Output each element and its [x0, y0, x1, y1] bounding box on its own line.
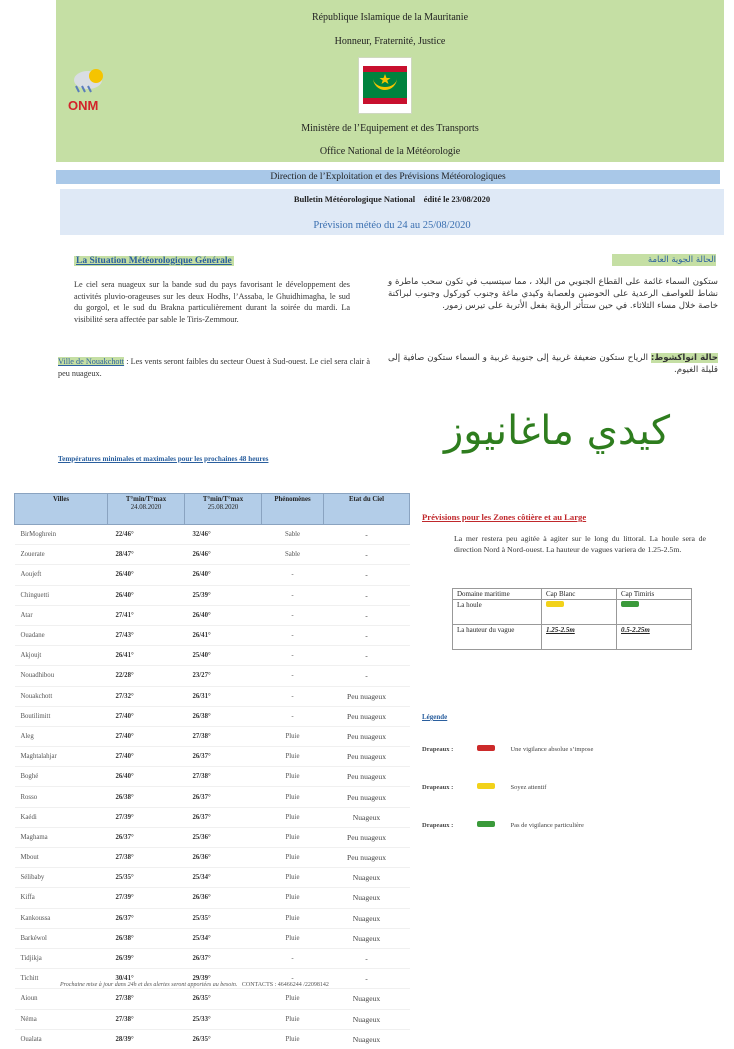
temp-day2-cell: 25/39°: [185, 585, 262, 605]
temp-day2-cell: 29/39°: [185, 969, 262, 989]
temp-day1-cell: 26/37°: [108, 908, 185, 928]
captimiris-flag-cell: [617, 600, 692, 625]
temp-day1-cell: 26/37°: [108, 827, 185, 847]
temp-day1-cell: 26/39°: [108, 948, 185, 968]
table-row: [15, 928, 410, 948]
coastal-table: [452, 588, 692, 650]
phenomena-cell: -: [262, 646, 324, 666]
temp-day2-cell: 25/35°: [185, 908, 262, 928]
national-motto: Honneur, Fraternité, Justice: [334, 36, 446, 47]
legend-title: Légende: [422, 713, 448, 721]
phenomena-cell: -: [262, 605, 324, 625]
phenomena-cell: -: [262, 585, 324, 605]
phenomena-cell: -: [262, 625, 324, 645]
watermark-overlay: كيدي ماغانيوز: [443, 408, 671, 454]
temp-day1-cell: 26/38°: [108, 787, 185, 807]
sky-cell: -: [324, 969, 410, 989]
red-flag-icon: [477, 745, 495, 751]
bulletin-band: [60, 189, 724, 235]
sky-cell: Peu nuageux: [324, 706, 410, 726]
temp-day2-cell: 25/34°: [185, 868, 262, 888]
col-header-etat-ciel: Etat du Ciel: [324, 494, 410, 525]
sky-cell: Nuageux: [324, 868, 410, 888]
city-cell: Boghé: [15, 767, 108, 787]
temp-day1-cell: 27/43°: [108, 625, 185, 645]
temp-day2-cell: 26/41°: [185, 625, 262, 645]
col-header-day2: T°min/T°max 25.08.2020: [185, 494, 262, 525]
table-row: [15, 868, 410, 888]
temp-day2-cell: 25/34°: [185, 928, 262, 948]
sky-cell: -: [324, 525, 410, 545]
city-cell: Maghtalahjar: [15, 747, 108, 767]
phenomena-cell: -: [262, 948, 324, 968]
capblanc-wave-height: 1.25-2.5m: [542, 625, 617, 650]
temp-day2-cell: 26/36°: [185, 888, 262, 908]
table-row: [15, 565, 410, 585]
city-cell: Aoujeft: [15, 565, 108, 585]
temp-day2-cell: 26/40°: [185, 605, 262, 625]
phenomena-cell: Pluie: [262, 908, 324, 928]
city-cell: Chinguetti: [15, 585, 108, 605]
phenomena-cell: Pluie: [262, 787, 324, 807]
table-row: [15, 585, 410, 605]
bulletin-label: Bulletin Météorologique National: [293, 194, 416, 204]
table-row: [15, 989, 410, 1009]
table-row: [15, 1029, 410, 1049]
green-flag-icon: [477, 821, 495, 827]
phenomena-cell: -: [262, 565, 324, 585]
city-cell: Nouadhibou: [15, 666, 108, 686]
city-cell: Nouakchott: [15, 686, 108, 706]
table-row: [15, 1009, 410, 1029]
coastal-col-capblanc: Cap Blanc: [542, 589, 617, 600]
temp-day1-cell: 22/46°: [108, 525, 185, 545]
phenomena-cell: Sable: [262, 525, 324, 545]
col-header-day1: T°min/T°max 24.08.2020: [108, 494, 185, 525]
temp-day2-cell: 23/27°: [185, 666, 262, 686]
sky-cell: Nuageux: [324, 1009, 410, 1029]
sky-cell: -: [324, 585, 410, 605]
table-row: [15, 948, 410, 968]
temp-day1-cell: 27/40°: [108, 747, 185, 767]
arabic-situation-title: الحالة الجوية العامة: [612, 254, 716, 266]
table-row: [15, 827, 410, 847]
temp-day1-cell: 25/35°: [108, 868, 185, 888]
sky-cell: Peu nuageux: [324, 787, 410, 807]
temp-day1-cell: 26/40°: [108, 585, 185, 605]
legend-item-yellow: Drapeaux : Soyez attentif: [422, 784, 547, 791]
temp-day1-cell: 27/38°: [108, 1009, 185, 1029]
table-row: [15, 726, 410, 746]
city-cell: BirMoghrein: [15, 525, 108, 545]
mauritania-emblem: [358, 57, 412, 114]
svg-text:ONM: ONM: [68, 98, 99, 113]
city-cell: Boutilimitt: [15, 706, 108, 726]
city-cell: Aleg: [15, 726, 108, 746]
phenomena-cell: Pluie: [262, 848, 324, 868]
temp-day1-cell: 27/39°: [108, 807, 185, 827]
table-row: [15, 747, 410, 767]
table-row: [15, 545, 410, 565]
onm-logo: [66, 66, 118, 114]
forecast-period: Prévision météo du 24 au 25/08/2020: [313, 220, 471, 231]
phenomena-cell: Pluie: [262, 928, 324, 948]
table-row: [15, 646, 410, 666]
city-cell: Oualata: [15, 1029, 108, 1049]
temp-day1-cell: 27/40°: [108, 726, 185, 746]
sky-cell: -: [324, 948, 410, 968]
temp-day2-cell: 27/38°: [185, 767, 262, 787]
city-cell: Néma: [15, 1009, 108, 1029]
table-row: [15, 525, 410, 545]
temp-day1-cell: 26/40°: [108, 767, 185, 787]
phenomena-cell: Pluie: [262, 1009, 324, 1029]
sky-cell: Peu nuageux: [324, 827, 410, 847]
city-cell: Aioun: [15, 989, 108, 1009]
phenomena-cell: Pluie: [262, 807, 324, 827]
green-flag-icon: [621, 601, 639, 607]
phenomena-cell: Pluie: [262, 726, 324, 746]
temp-day1-cell: 26/40°: [108, 565, 185, 585]
temp-day2-cell: 26/35°: [185, 1029, 262, 1049]
temp-day2-cell: 26/36°: [185, 848, 262, 868]
sky-cell: Peu nuageux: [324, 686, 410, 706]
phenomena-cell: -: [262, 969, 324, 989]
footer-note: Prochaine mise à jour dans 24h et des alertes seront apportées au besoin.: [60, 982, 238, 988]
phenomena-cell: Pluie: [262, 989, 324, 1009]
phenomena-cell: -: [262, 686, 324, 706]
nouakchott-label: Ville de Nouakchott: [58, 357, 125, 366]
yellow-flag-icon: [546, 601, 564, 607]
direction-band: Direction de l’Exploitation et des Prévisions Météorologiques: [56, 170, 720, 184]
table-row: [15, 686, 410, 706]
sky-cell: Nuageux: [324, 908, 410, 928]
city-cell: Tichitt: [15, 969, 108, 989]
temperature-table: [14, 493, 410, 1049]
coastal-col-domain: Domaine maritime: [453, 589, 542, 600]
table-row: [15, 908, 410, 928]
ministry-name: Ministère de l’Equipement et des Transports: [301, 123, 479, 134]
sky-cell: Peu nuageux: [324, 747, 410, 767]
city-cell: Barkéwol: [15, 928, 108, 948]
sky-cell: -: [324, 565, 410, 585]
legend-item-green: Drapeaux : Pas de vigilance particulière: [422, 822, 584, 829]
phenomena-cell: Pluie: [262, 1029, 324, 1049]
table-row: [15, 706, 410, 726]
bulletin-date: édité le 23/08/2020: [423, 194, 491, 204]
temp-day1-cell: 28/39°: [108, 1029, 185, 1049]
legend-item-red: Drapeaux : Une vigilance absolue s’impose: [422, 746, 594, 753]
city-cell: Atar: [15, 605, 108, 625]
phenomena-cell: Pluie: [262, 827, 324, 847]
sky-cell: Peu nuageux: [324, 726, 410, 746]
sky-cell: -: [324, 625, 410, 645]
arabic-nouakchott-label: حالة انواكشوط:: [650, 353, 718, 363]
col-header-villes: Villes: [15, 494, 108, 525]
city-cell: Ouadane: [15, 625, 108, 645]
city-cell: Mbout: [15, 848, 108, 868]
sky-cell: Peu nuageux: [324, 767, 410, 787]
city-cell: Sélibaby: [15, 868, 108, 888]
yellow-flag-icon: [477, 783, 495, 789]
temp-day1-cell: 26/41°: [108, 646, 185, 666]
temp-day1-cell: 27/40°: [108, 706, 185, 726]
city-cell: Rosso: [15, 787, 108, 807]
temp-day1-cell: 22/28°: [108, 666, 185, 686]
sky-cell: Peu nuageux: [324, 848, 410, 868]
temp-day2-cell: 26/40°: [185, 565, 262, 585]
table-row: [15, 767, 410, 787]
table-row: [15, 888, 410, 908]
temp-day2-cell: 26/35°: [185, 989, 262, 1009]
temp-day1-cell: 28/47°: [108, 545, 185, 565]
sky-cell: -: [324, 646, 410, 666]
phenomena-cell: -: [262, 666, 324, 686]
temp-day1-cell: 27/39°: [108, 888, 185, 908]
phenomena-cell: Pluie: [262, 767, 324, 787]
sky-cell: Nuageux: [324, 928, 410, 948]
temp-day2-cell: 26/37°: [185, 948, 262, 968]
capblanc-flag-cell: [542, 600, 617, 625]
temp-day2-cell: 26/31°: [185, 686, 262, 706]
temp-day2-cell: 26/37°: [185, 807, 262, 827]
arabic-situation-text: ستكون السماء غائمة على القطاع الجنوبي من البلاد ، مما سيتسبب في تكون سحب ماطرة و نشاط للعواصف الرعدية على الحوضين ولعصابة وكيدي ماغة وجنوب كوركول وجنوب لبراكنة خاصة خلال مساء الثلاثاء. في حين ستتأثر الرؤية بفعل الأتربة على تيرس زمور.: [388, 277, 718, 311]
sky-cell: -: [324, 605, 410, 625]
country-name: République Islamique de la Mauritanie: [311, 12, 469, 23]
city-cell: Maghama: [15, 827, 108, 847]
nouakchott-text: : Les vents seront faibles du secteur Ouest à Sud-ouest. Le ciel sera clair à peu nuageux.: [58, 357, 370, 378]
coastal-col-captimiris: Cap Timiris: [617, 589, 692, 600]
city-cell: Tidjikja: [15, 948, 108, 968]
office-name: Office National de la Météorologie: [319, 146, 461, 157]
table-row: [15, 848, 410, 868]
phenomena-cell: Pluie: [262, 868, 324, 888]
sky-cell: Nuageux: [324, 807, 410, 827]
phenomena-cell: Sable: [262, 545, 324, 565]
coastal-row-hauteur: La hauteur du vague: [453, 625, 542, 650]
temp-day2-cell: 25/40°: [185, 646, 262, 666]
sky-cell: -: [324, 545, 410, 565]
city-cell: Zouerate: [15, 545, 108, 565]
temp-day1-cell: 27/41°: [108, 605, 185, 625]
footer: [60, 982, 329, 988]
city-cell: Kiffa: [15, 888, 108, 908]
temp-day2-cell: 26/37°: [185, 787, 262, 807]
table-row: [15, 625, 410, 645]
situation-title: La Situation Météorologique Générale: [76, 256, 232, 266]
phenomena-cell: Pluie: [262, 888, 324, 908]
temp-day1-cell: 27/38°: [108, 989, 185, 1009]
coastal-title: Prévisions pour les Zones côtière et au Large: [422, 512, 587, 522]
temp-day2-cell: 25/36°: [185, 827, 262, 847]
temp-day1-cell: 30/41°: [108, 969, 185, 989]
sky-cell: Nuageux: [324, 989, 410, 1009]
temperatures-title: Températures minimales et maximales pour les prochaines 48 heures: [58, 455, 269, 463]
arabic-nouakchott: [388, 352, 718, 376]
situation-text: Le ciel sera nuageux sur la bande sud du pays favorisant le développement des activités pluvio-orageuses sur les deux Hodhs, l’Assaba, le Ghuidhimagha, le sud du gorgol, et le sud du Brakna particulièrement durant la soirée du mardi. La visibilité sera affectée par sable le Tiris-Zemmour.: [74, 280, 350, 324]
temp-day1-cell: 26/38°: [108, 928, 185, 948]
temp-day2-cell: 27/38°: [185, 726, 262, 746]
nouakchott-forecast: [58, 356, 370, 379]
sky-cell: Nuageux: [324, 888, 410, 908]
sky-cell: -: [324, 666, 410, 686]
col-header-phenomenes: Phénomènes: [262, 494, 324, 525]
table-row: [15, 787, 410, 807]
phenomena-cell: -: [262, 706, 324, 726]
temp-day2-cell: 25/33°: [185, 1009, 262, 1029]
temp-day2-cell: 26/46°: [185, 545, 262, 565]
coastal-row-houle: La houle: [453, 600, 542, 625]
table-row: [15, 666, 410, 686]
temp-day1-cell: 27/32°: [108, 686, 185, 706]
city-cell: Kaédi: [15, 807, 108, 827]
temp-day2-cell: 32/46°: [185, 525, 262, 545]
table-row: [15, 605, 410, 625]
footer-contacts: CONTACTS : 46466244 /22098142: [241, 982, 329, 988]
city-cell: Akjoujt: [15, 646, 108, 666]
temp-day2-cell: 26/38°: [185, 706, 262, 726]
city-cell: Kankoussa: [15, 908, 108, 928]
sky-cell: Nuageux: [324, 1029, 410, 1049]
phenomena-cell: Pluie: [262, 747, 324, 767]
captimiris-wave-height: 0.5-2.25m: [617, 625, 692, 650]
coastal-text: La mer restera peu agitée à agiter sur le long du littoral. La houle sera de direction Nord à Nord-ouest. La hauteur de vagues variera de 1.25-2.5m.: [454, 534, 706, 554]
table-row: [15, 807, 410, 827]
temp-day1-cell: 27/38°: [108, 848, 185, 868]
temp-day2-cell: 26/37°: [185, 747, 262, 767]
arabic-nouakchott-text: الرياح ستكون ضعيفة غربية إلى جنوبية غربية و السماء ستكون صافية إلى قليلة الغيوم.: [388, 353, 718, 375]
